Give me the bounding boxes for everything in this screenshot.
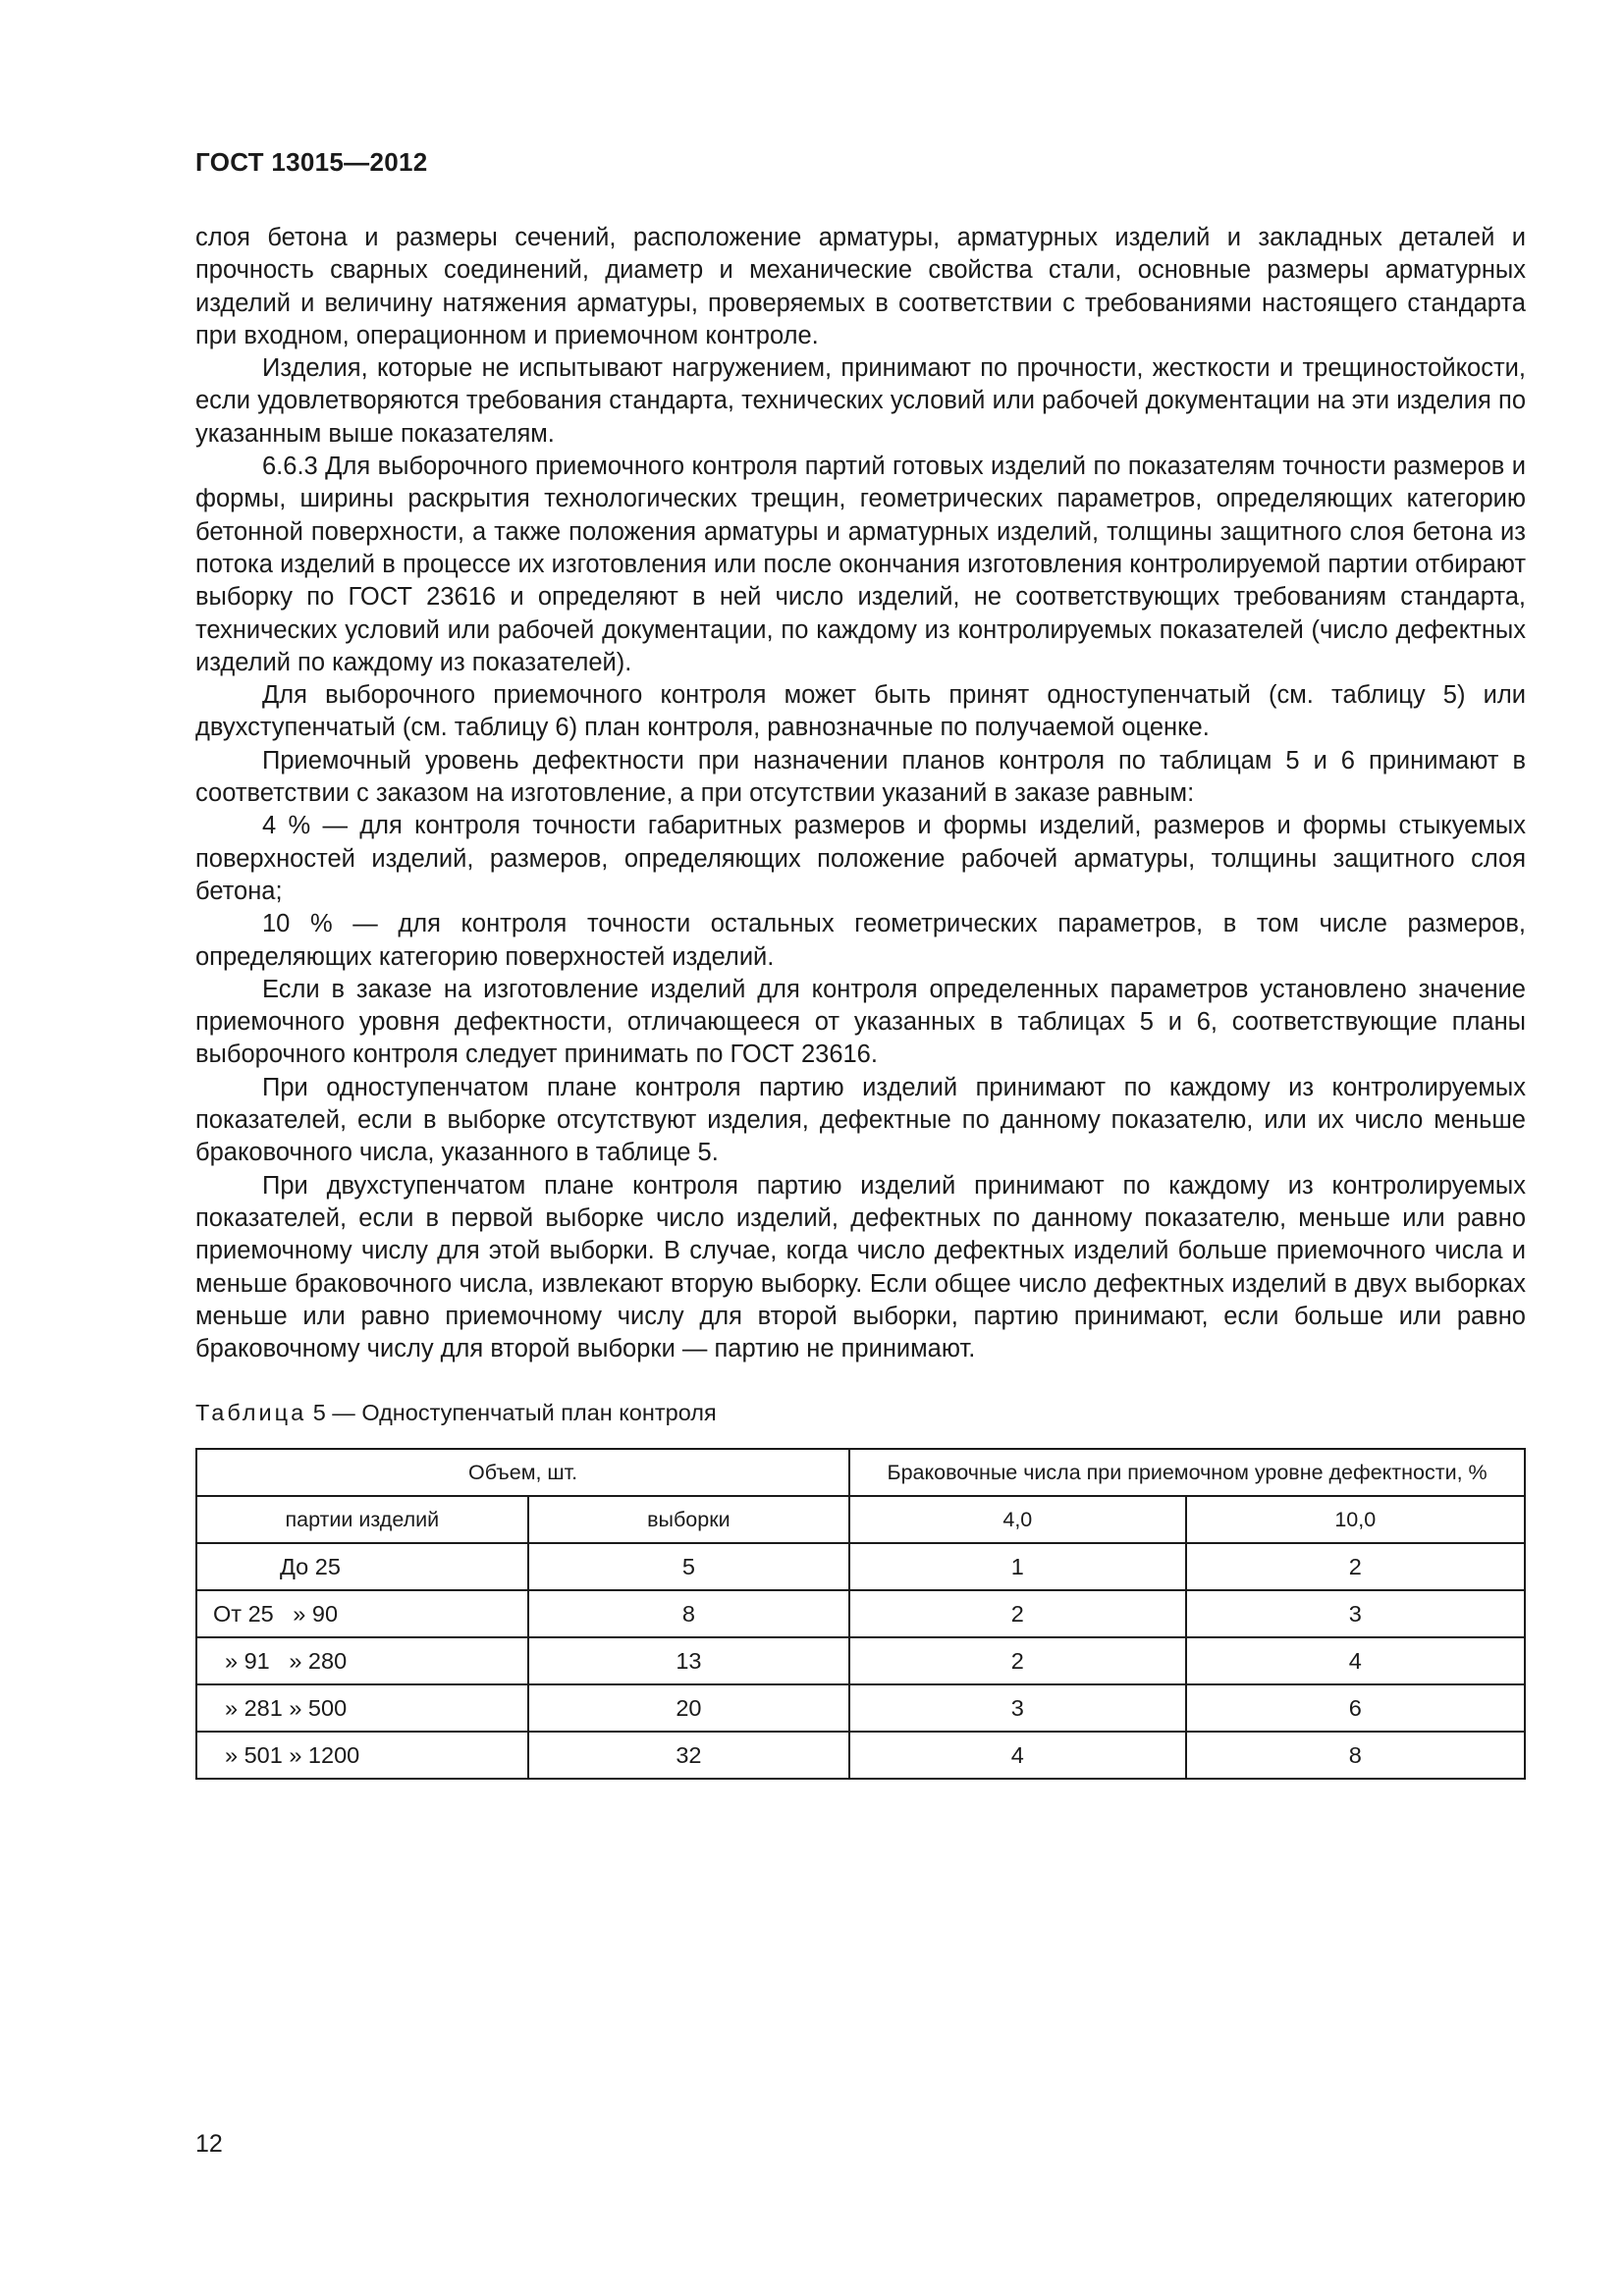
paragraph-continuation: слоя бетона и размеры сечений, расположение арматуры, арматурных изделий и закладных деталей и прочность сварных соединений, диаметр и механические свойства стали, основные размеры арматурных изделий и величину натяжения арматуры, проверяемых в соответствии с требованиями настоящего стандарта при входном, операционном и приемочном контроле. — [195, 224, 1526, 349]
table-subheader-row — [196, 1496, 1525, 1543]
body-text — [195, 222, 1526, 1365]
table-caption — [195, 1398, 717, 1427]
header-reject-numbers: Браковочные числа при приемочном уровне дефектности, % — [849, 1449, 1525, 1496]
table-header-row — [196, 1449, 1525, 1496]
cell-reject-4: 2 — [849, 1637, 1185, 1684]
table-row — [196, 1637, 1525, 1684]
document-header: ГОСТ 13015—2012 — [195, 147, 428, 177]
header-aql-4: 4,0 — [849, 1496, 1185, 1543]
cell-reject-10: 4 — [1186, 1637, 1525, 1684]
cell-reject-4: 3 — [849, 1684, 1185, 1732]
table-caption-text: — Одноступенчатый план контроля — [325, 1400, 717, 1425]
cell-sample: 8 — [528, 1590, 849, 1637]
paragraph: Если в заказе на изготовление изделий для контроля определенных параметров установлено значение приемочного уровня дефектности, отличающееся от указанных в таблицах 5 и 6, соответствующие планы выборочного контроля следует принимать по ГОСТ 23616. — [195, 975, 1526, 1069]
page-number: 12 — [195, 2130, 223, 2158]
header-aql-10: 10,0 — [1186, 1496, 1525, 1543]
paragraph: 4 % — для контроля точности габаритных размеров и формы изделий, размеров и формы стыкуемых поверхностей изделий, размеров, определяющих положение рабочей арматуры, толщины защитного слоя бетона; — [195, 812, 1526, 905]
cell-sample: 32 — [528, 1732, 849, 1779]
paragraph: При одноступенчатом плане контроля партию изделий принимают по каждому из контролируемых показателей, если в выборке отсутствуют изделия, дефектные по данному показателю, или их число меньше браковочного числа, указанного в таблице 5. — [195, 1073, 1526, 1167]
cell-reject-4: 4 — [849, 1732, 1185, 1779]
paragraph-clause-6-6-3: 6.6.3 Для выборочного приемочного контроля партий готовых изделий по показателям точности размеров и формы, ширины раскрытия технологических трещин, геометрических параметров, определяющих категорию бетонной поверхности, а также положения арматуры и арматурных изделий, толщины защитного слоя бетона из потока изделий в процессе их изготовления или после окончания изготовления контролируемой партии отбирают выборку по ГОСТ 23616 и определяют в ней число изделий, не соответствующих требованиям стандарта, технических условий или рабочей документации, по каждому из контролируемых показателей (число дефектных изделий по каждому из показателей). — [195, 453, 1526, 676]
cell-sample: 13 — [528, 1637, 849, 1684]
header-lot: партии изделий — [196, 1496, 528, 1543]
table-row — [196, 1543, 1525, 1590]
cell-lot: » 501 » 1200 — [196, 1732, 528, 1779]
cell-reject-10: 2 — [1186, 1543, 1525, 1590]
table-row — [196, 1684, 1525, 1732]
paragraph: При двухступенчатом плане контроля партию изделий принимают по каждому из контролируемых показателей, если в первой выборке число изделий, дефектных по данному показателю, меньше или равно приемочному числу для этой выборки. В случае, когда число дефектных изделий больше приемочного числа и меньше браковочного числа, извлекают вторую выборку. Если общее число дефектных изделий в двух выборках меньше или равно приемочному числу для второй выборки, партию принимают, если больше или равно браковочному числу для второй выборки — партию не принимают. — [195, 1171, 1526, 1363]
table-row — [196, 1590, 1525, 1637]
table-caption-label: Таблица — [195, 1400, 307, 1425]
paragraph: Для выборочного приемочного контроля может быть принят одноступенчатый (см. таблицу 5) или двухступенчатый (см. таблицу 6) план контроля, равнозначные по получаемой оценке. — [195, 681, 1526, 742]
cell-sample: 20 — [528, 1684, 849, 1732]
header-volume: Объем, шт. — [196, 1449, 849, 1496]
header-sample: выборки — [528, 1496, 849, 1543]
table-caption-number: 5 — [312, 1400, 326, 1425]
paragraph: Изделия, которые не испытывают нагружением, принимают по прочности, жесткости и трещиностойкости, если удовлетворяются требования стандарта, технических условий или рабочей документации на эти изделия по указанным выше показателям. — [195, 354, 1526, 448]
cell-reject-10: 6 — [1186, 1684, 1525, 1732]
cell-lot: От 25 » 90 — [196, 1590, 528, 1637]
cell-lot: » 281 » 500 — [196, 1684, 528, 1732]
cell-reject-4: 2 — [849, 1590, 1185, 1637]
sampling-plan-table — [195, 1448, 1526, 1780]
cell-sample: 5 — [528, 1543, 849, 1590]
table-row — [196, 1732, 1525, 1779]
paragraph: Приемочный уровень дефектности при назначении планов контроля по таблицам 5 и 6 принимают в соответствии с заказом на изготовление, а при отсутствии указаний в заказе равным: — [195, 746, 1526, 808]
cell-reject-4: 1 — [849, 1543, 1185, 1590]
cell-lot: До 25 — [196, 1543, 528, 1590]
cell-lot: » 91 » 280 — [196, 1637, 528, 1684]
paragraph: 10 % — для контроля точности остальных геометрических параметров, в том числе размеров, определяющих категорию поверхностей изделий. — [195, 910, 1526, 971]
cell-reject-10: 3 — [1186, 1590, 1525, 1637]
cell-reject-10: 8 — [1186, 1732, 1525, 1779]
